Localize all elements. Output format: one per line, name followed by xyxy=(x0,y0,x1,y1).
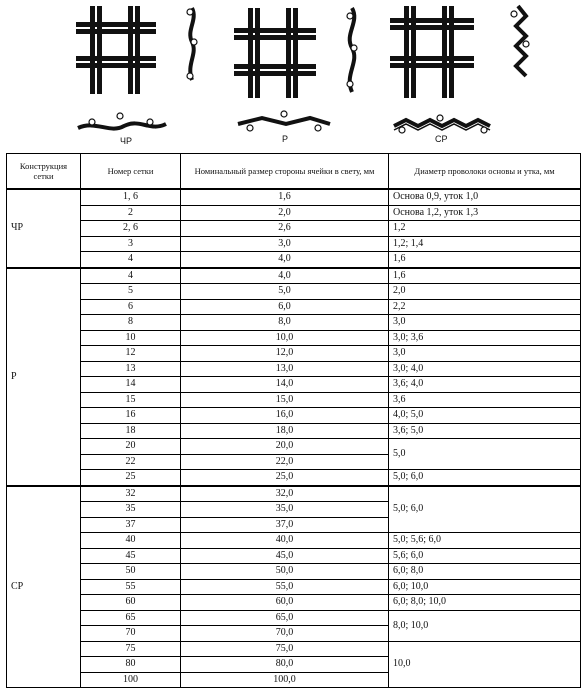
table-row xyxy=(7,189,581,205)
diameter-cell: Основа 0,9, уток 1,0 xyxy=(389,189,581,205)
size-cell: 80,0 xyxy=(181,657,389,673)
woven-mesh-sr-icon xyxy=(390,6,529,133)
table-row xyxy=(7,346,581,362)
diameter-cell: 5,0; 5,6; 6,0 xyxy=(389,533,581,549)
table-row xyxy=(7,392,581,408)
table-row xyxy=(7,330,581,346)
table-row xyxy=(7,610,581,626)
size-cell: 2,0 xyxy=(181,205,389,221)
number-cell: 20 xyxy=(81,439,181,455)
number-cell: 70 xyxy=(81,626,181,642)
number-cell: 13 xyxy=(81,361,181,377)
size-cell: 16,0 xyxy=(181,408,389,424)
table-row xyxy=(7,252,581,268)
table-row xyxy=(7,268,581,284)
number-cell: 1, 6 xyxy=(81,189,181,205)
diameter-cell: 5,0; 6,0 xyxy=(389,470,581,486)
number-cell: 2, 6 xyxy=(81,221,181,237)
number-cell: 32 xyxy=(81,486,181,502)
number-cell: 80 xyxy=(81,657,181,673)
size-cell: 6,0 xyxy=(181,299,389,315)
diameter-cell: 8,0; 10,0 xyxy=(389,610,581,641)
number-cell: 14 xyxy=(81,377,181,393)
size-cell: 4,0 xyxy=(181,268,389,284)
size-cell: 25,0 xyxy=(181,470,389,486)
diameter-cell: 2,0 xyxy=(389,284,581,300)
diameter-cell: 6,0; 8,0 xyxy=(389,564,581,580)
header-construction: Конструкция сетки xyxy=(7,154,81,190)
header-size: Номинальный размер стороны ячейки в свету, мм xyxy=(181,154,389,190)
diameter-cell: 2,2 xyxy=(389,299,581,315)
table-row xyxy=(7,533,581,549)
diameter-cell: 1,6 xyxy=(389,268,581,284)
number-cell: 10 xyxy=(81,330,181,346)
diameter-cell: 4,0; 5,0 xyxy=(389,408,581,424)
size-cell: 8,0 xyxy=(181,315,389,331)
number-cell: 50 xyxy=(81,564,181,580)
diameter-cell: 3,0; 3,6 xyxy=(389,330,581,346)
size-cell: 15,0 xyxy=(181,392,389,408)
size-cell: 60,0 xyxy=(181,595,389,611)
size-cell: 5,0 xyxy=(181,284,389,300)
number-cell: 4 xyxy=(81,252,181,268)
size-cell: 50,0 xyxy=(181,564,389,580)
number-cell: 16 xyxy=(81,408,181,424)
size-cell: 1,6 xyxy=(181,189,389,205)
table-row xyxy=(7,408,581,424)
number-cell: 75 xyxy=(81,641,181,657)
size-cell: 12,0 xyxy=(181,346,389,362)
table-row xyxy=(7,236,581,252)
size-cell: 22,0 xyxy=(181,454,389,470)
table-row xyxy=(7,299,581,315)
number-cell: 100 xyxy=(81,672,181,688)
size-cell: 18,0 xyxy=(181,423,389,439)
table-row xyxy=(7,641,581,657)
table-row xyxy=(7,377,581,393)
table-row xyxy=(7,595,581,611)
table-row xyxy=(7,470,581,486)
construction-cell: ЧР xyxy=(7,189,81,268)
size-cell: 35,0 xyxy=(181,502,389,518)
size-cell: 70,0 xyxy=(181,626,389,642)
number-cell: 25 xyxy=(81,470,181,486)
diameter-cell: 3,6; 5,0 xyxy=(389,423,581,439)
woven-mesh-r-icon xyxy=(234,8,357,131)
table-header-row xyxy=(7,154,581,190)
size-cell: 100,0 xyxy=(181,672,389,688)
diameter-cell: 5,6; 6,0 xyxy=(389,548,581,564)
diameter-cell: 1,6 xyxy=(389,252,581,268)
table-row xyxy=(7,423,581,439)
caption-chr: ЧР xyxy=(120,136,133,146)
size-cell: 40,0 xyxy=(181,533,389,549)
woven-mesh-chr-icon xyxy=(76,6,197,129)
diameter-cell: 10,0 xyxy=(389,641,581,688)
size-cell: 13,0 xyxy=(181,361,389,377)
caption-r: Р xyxy=(282,134,289,144)
size-cell: 37,0 xyxy=(181,517,389,533)
size-cell: 10,0 xyxy=(181,330,389,346)
number-cell: 12 xyxy=(81,346,181,362)
table-body xyxy=(7,189,581,688)
size-cell: 45,0 xyxy=(181,548,389,564)
table-row xyxy=(7,315,581,331)
number-cell: 45 xyxy=(81,548,181,564)
number-cell: 55 xyxy=(81,579,181,595)
diameter-cell: 3,0 xyxy=(389,346,581,362)
number-cell: 40 xyxy=(81,533,181,549)
table-row xyxy=(7,205,581,221)
diameter-cell: 3,0 xyxy=(389,315,581,331)
number-cell: 22 xyxy=(81,454,181,470)
caption-sr: СР xyxy=(435,134,448,144)
number-cell: 6 xyxy=(81,299,181,315)
table-row xyxy=(7,486,581,502)
number-cell: 65 xyxy=(81,610,181,626)
size-cell: 65,0 xyxy=(181,610,389,626)
size-cell: 14,0 xyxy=(181,377,389,393)
table-row xyxy=(7,579,581,595)
size-cell: 75,0 xyxy=(181,641,389,657)
table-row xyxy=(7,361,581,377)
diameter-cell: 5,0 xyxy=(389,439,581,470)
size-cell: 55,0 xyxy=(181,579,389,595)
size-cell: 3,0 xyxy=(181,236,389,252)
diameter-cell: 6,0; 10,0 xyxy=(389,579,581,595)
diameter-cell: 1,2 xyxy=(389,221,581,237)
header-number: Номер сетки xyxy=(81,154,181,190)
table-row xyxy=(7,439,581,455)
table-row xyxy=(7,221,581,237)
diameter-cell: 5,0; 6,0 xyxy=(389,486,581,533)
table-row xyxy=(7,548,581,564)
diameter-cell: Основа 1,2, уток 1,3 xyxy=(389,205,581,221)
number-cell: 2 xyxy=(81,205,181,221)
size-cell: 2,6 xyxy=(181,221,389,237)
construction-cell: Р xyxy=(7,268,81,486)
number-cell: 15 xyxy=(81,392,181,408)
diameter-cell: 3,6 xyxy=(389,392,581,408)
size-cell: 20,0 xyxy=(181,439,389,455)
number-cell: 18 xyxy=(81,423,181,439)
number-cell: 60 xyxy=(81,595,181,611)
diameter-cell: 1,2; 1,4 xyxy=(389,236,581,252)
size-cell: 32,0 xyxy=(181,486,389,502)
number-cell: 37 xyxy=(81,517,181,533)
number-cell: 3 xyxy=(81,236,181,252)
mesh-drawings xyxy=(0,0,585,150)
diameter-cell: 3,0; 4,0 xyxy=(389,361,581,377)
diameter-cell: 3,6; 4,0 xyxy=(389,377,581,393)
number-cell: 8 xyxy=(81,315,181,331)
header-diameter: Диаметр проволоки основы и утка, мм xyxy=(389,154,581,190)
table-row xyxy=(7,284,581,300)
table-row xyxy=(7,564,581,580)
mesh-spec-table xyxy=(6,153,581,688)
number-cell: 4 xyxy=(81,268,181,284)
diameter-cell: 6,0; 8,0; 10,0 xyxy=(389,595,581,611)
mesh-illustrations xyxy=(0,0,585,150)
number-cell: 5 xyxy=(81,284,181,300)
number-cell: 35 xyxy=(81,502,181,518)
construction-cell: СР xyxy=(7,486,81,688)
size-cell: 4,0 xyxy=(181,252,389,268)
